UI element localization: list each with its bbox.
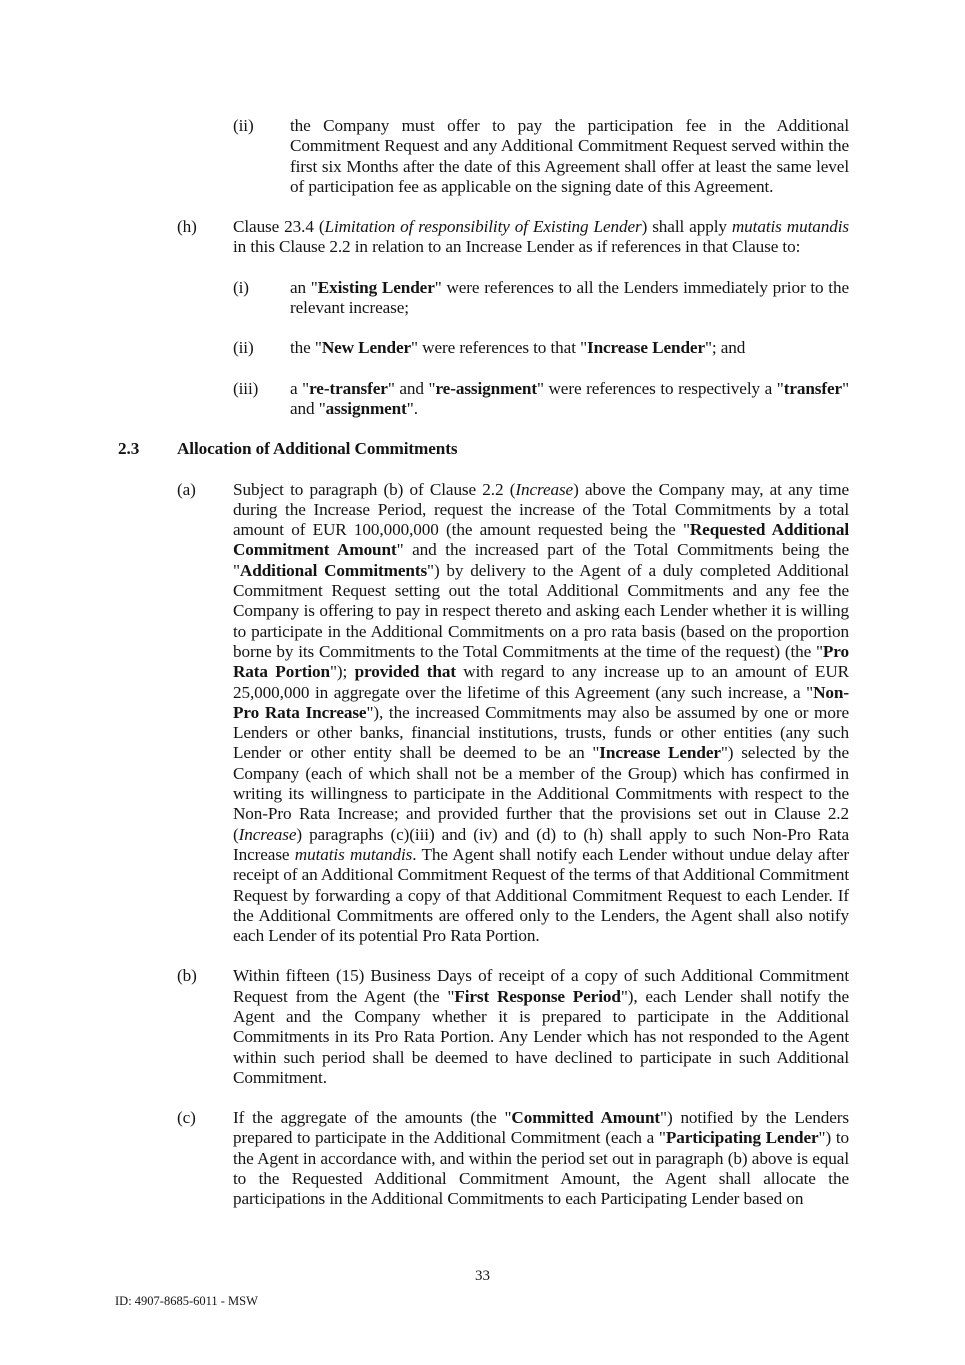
text-run: ") notified by the Lenders prepared to participate in the Additional Commitment (each a ": [233, 1108, 849, 1148]
italic-text: Limitation of responsibility of Existing Lender: [324, 217, 642, 237]
clause-paragraph-4-iii: [118, 379, 849, 420]
defined-term: Committed Amount: [511, 1108, 661, 1128]
italic-text: Increase: [515, 479, 574, 499]
text-run: an ": [290, 277, 318, 297]
defined-term: First Response Period: [454, 986, 621, 1006]
text-run: ");: [329, 662, 355, 682]
paragraph-text: [233, 966, 849, 1088]
text-run: " were references to all the Lenders immediately prior to the relevant increase;: [290, 277, 849, 318]
text-run: ".: [406, 398, 418, 418]
defined-term: Additional Commitments: [239, 560, 428, 580]
paragraph-text: [290, 338, 849, 358]
italic-text: mutatis mutandis: [294, 844, 413, 864]
text-run: Within fifteen (15) Business Days of receipt of a copy of such Additional Commitment Request from the Agent (the ": [233, 966, 849, 1006]
section-number: 2.3: [118, 439, 140, 459]
text-run: Subject to paragraph (b) of Clause 2.2 (: [233, 479, 516, 499]
paragraph-text: [233, 1108, 849, 1209]
list-marker: (ii): [233, 116, 254, 135]
text-run: a ": [290, 378, 310, 398]
text-run: ) paragraphs (c)(iii) and (iv) and (d) to (h) shall apply to such Non-Pro Rata Increase: [233, 824, 849, 864]
section-title: [177, 439, 849, 459]
paragraph-text: [233, 480, 849, 947]
defined-term: re-assignment: [435, 378, 537, 398]
text-run: the ": [290, 338, 322, 358]
paragraph-text: [290, 278, 849, 319]
list-marker: (a): [177, 479, 196, 499]
text-run: " were references to that ": [411, 338, 587, 358]
document-id-stamp: ID: 4907-8685-6011 - MSW: [115, 1294, 258, 1308]
defined-term: assignment: [325, 398, 407, 418]
clause-paragraph-1-h: [118, 217, 849, 258]
list-marker: (i): [233, 277, 249, 297]
text-run: " and the increased part of the Total Commitments being the ": [233, 540, 849, 580]
text-run: " and ": [290, 378, 849, 418]
paragraph-text: [233, 217, 849, 258]
page-number: 33: [475, 1268, 490, 1284]
defined-term: Participating Lender: [665, 1128, 819, 1148]
clause-paragraph-0-ii: [118, 116, 849, 197]
text-run: " and ": [387, 378, 436, 398]
text-run: ) shall apply: [641, 217, 732, 237]
text-run: ") to the Agent in accordance with, and within the period set out in paragraph (b) above is equal to the Requested Additional Commitment Amount, the Agent shall allocate the participations in the Additional Commitments to each Participating Lender based on: [233, 1128, 849, 1209]
defined-term: Requested Additional Commitment Amount: [233, 520, 849, 560]
defined-term: Increase Lender: [599, 743, 721, 763]
document-body: [118, 116, 849, 1230]
text-run: ") by delivery to the Agent of a duly completed Additional Commitment Request setting out the total Additional Commitments and any fee the Company is offering to pay in respect thereto and asking each Lender whether it is willing to participate in the Additional Commitments on a pro rata basis (based on the proportion borne by its Commitments to the Total Commitments at the time of the request) (the ": [233, 560, 849, 661]
defined-term: transfer: [783, 378, 843, 398]
text-run: " were references to respectively a ": [536, 378, 784, 398]
list-marker: (iii): [233, 378, 259, 398]
defined-term: Non-Pro Rata Increase: [233, 682, 849, 722]
clause-paragraph-6-a: [118, 480, 849, 947]
list-marker: (b): [177, 966, 197, 986]
defined-term: Increase Lender: [586, 338, 705, 358]
defined-term: re-transfer: [309, 378, 388, 398]
text-run: "; and: [704, 338, 746, 358]
text-run: . The Agent shall notify each Lender without undue delay after receipt of an Additional Commitment Request of the terms of that Additional Commitment Request by forwarding a copy of that Additional Commitment Request to each Lender. If the Additional Commitments are offered only to the Lenders, the Agent shall also notify each Lender of its potential Pro Rata Portion.: [233, 844, 849, 946]
italic-text: mutatis mutandis: [731, 217, 849, 237]
text-run: ") selected by the Company (each of which shall not be a member of the Group) which has confirmed in writing its willingness to participate in the Additional Commitments with respect to the Non-Pro Rata Increase; and provided further that the provisions set out in Clause 2.2 (: [233, 743, 850, 844]
clause-paragraph-7-b: [118, 966, 849, 1088]
text-run: ) above the Company may, at any time during the Increase Period, request the increase of the Total Commitments by a total amount of EUR 100,000,000 (the amount requested being the ": [233, 479, 849, 540]
italic-text: Increase: [238, 824, 297, 844]
defined-term: provided that: [354, 662, 456, 682]
clause-paragraph-3-ii: [118, 338, 849, 358]
defined-term: Pro Rata Portion: [233, 641, 849, 682]
text-run: "), each Lender shall notify the Agent and the Company whether it is prepared to participate in the Additional Commitments in its Pro Rata Portion. Any Lender which has not responded to the Agent within such period shall be deemed to have declined to participate in such Additional Commitment.: [233, 986, 849, 1087]
text-run: Clause 23.4 (: [233, 217, 325, 237]
list-marker: (ii): [233, 338, 254, 358]
paragraph-text: [290, 379, 849, 420]
text-run: "), the increased Commitments may also be assumed by one or more Lenders or other banks, financial institutions, trusts, funds or other entities (any such Lender or other entity shall be deemed to be an ": [233, 702, 849, 763]
text-run: If the aggregate of the amounts (the ": [233, 1108, 512, 1128]
list-marker: (c): [177, 1108, 196, 1128]
text-run: the Company must offer to pay the participation fee in the Additional Commitment Request and any Additional Commitment Request served within the first six Months after the date of this Agreement shall offer at least the same level of participation fee as applicable on the signing date of this Agreement.: [290, 116, 849, 196]
clause-paragraph-8-c: [118, 1108, 849, 1209]
defined-term: Allocation of Additional Commitments: [177, 439, 458, 459]
section-heading: [118, 439, 849, 459]
defined-term: Existing Lender: [317, 277, 435, 297]
text-run: in this Clause 2.2 in relation to an Increase Lender as if references in that Clause to:: [233, 237, 801, 257]
defined-term: New Lender: [321, 338, 412, 358]
text-run: with regard to any increase up to an amount of EUR 25,000,000 in aggregate over the lifetime of this Agreement (any such increase, a ": [233, 662, 849, 702]
clause-paragraph-2-i: [118, 278, 849, 319]
paragraph-text: [290, 116, 849, 197]
list-marker: (h): [177, 217, 197, 237]
